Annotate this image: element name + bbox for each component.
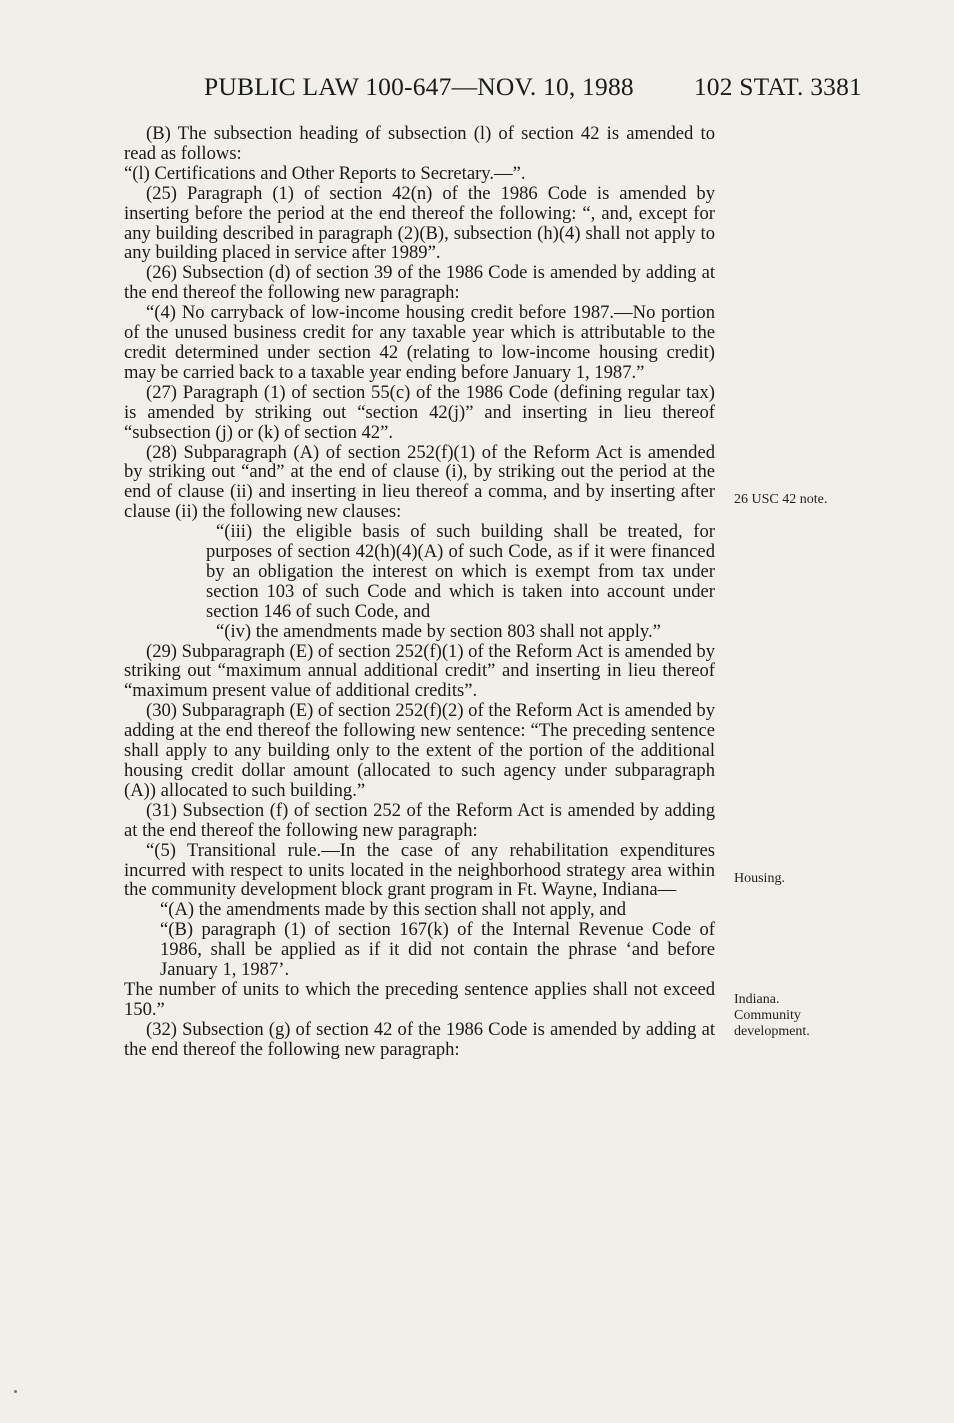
paragraph-26: (26) Subsection (d) of section 39 of the 1986 Code is amended by adding at the end thereof the following new paragraph: bbox=[124, 262, 715, 304]
paragraph-27: (27) Paragraph (1) of section 55(c) of the 1986 Code (defining regular tax) is amended by striking out “section 42(j)” and inserting in lieu thereof “subsection (j) or (k) of section 42”. bbox=[124, 381, 715, 443]
page-header bbox=[122, 72, 862, 106]
quoted-heading-text: “(l) Certifications and Other Reports to Secretary.—”. bbox=[124, 162, 526, 184]
clause-iv: “(iv) the amendments made by section 803 shall not apply.” bbox=[216, 620, 661, 642]
margin-note-indiana-line1: Indiana. bbox=[734, 992, 780, 1007]
document-body bbox=[124, 124, 715, 1060]
margin-note-indiana bbox=[734, 992, 810, 1040]
paragraph-31: (31) Subsection (f) of section 252 of the Reform Act is amended by adding at the end thereof the following new paragraph: bbox=[124, 799, 715, 841]
subparagraph-b: “(B) paragraph (1) of section 167(k) of the Internal Revenue Code of 1986, shall be applied as if it did not contain the phrase ‘and before January 1, 1987’. bbox=[160, 919, 715, 981]
paragraph-b-heading: (B) The subsection heading of subsection (l) of section 42 is amended to read as follows: bbox=[124, 123, 715, 164]
clause-iii: “(iii) the eligible basis of such building shall be treated, for purposes of section 42(h)(4)(A) of such Code, as if it were financed by an obligation the interest on which is exempt from tax under section 103 of such Code and which is taken into account under section 146 of such Code, and bbox=[206, 521, 715, 622]
header-stat-page: 102 STAT. 3381 bbox=[693, 72, 862, 101]
scan-speck bbox=[14, 1390, 17, 1393]
margin-note-indiana-line3: development. bbox=[734, 1024, 810, 1039]
subparagraph-a: “(A) the amendments made by this section shall not apply, and bbox=[160, 899, 627, 921]
quoted-heading-certifications bbox=[124, 164, 715, 184]
paragraph-29: (29) Subparagraph (E) of section 252(f)(1) of the Reform Act is amended by striking out “maximum annual additional credit” and inserting in lieu thereof “maximum present value of additional credits”. bbox=[124, 640, 715, 702]
header-title: PUBLIC LAW 100-647—NOV. 10, 1988 bbox=[204, 72, 634, 101]
quoted-paragraph-4: “(4) No carryback of low-income housing credit before 1987.—No portion of the unused business credit for any taxable year which is attributable to the credit determined under section 42 (relating to low-income housing credit) may be carried back to a taxable year ending before January 1, 1987.” bbox=[124, 302, 715, 383]
margin-note-usc: 26 USC 42 note. bbox=[734, 492, 828, 507]
margin-note-indiana-line2: Community bbox=[734, 1008, 801, 1023]
paragraph-25: (25) Paragraph (1) of section 42(n) of the 1986 Code is amended by inserting before the period at the end thereof the following: “, and, except for any building described in paragraph (2)(B), subsection (h)(4) shall not apply to any building placed in service after 1989”. bbox=[124, 182, 715, 264]
units-limit-sentence: The number of units to which the preceding sentence applies shall not exceed 150.” bbox=[124, 978, 715, 1020]
paragraph-32: (32) Subsection (g) of section 42 of the 1986 Code is amended by adding at the end thereof the following new paragraph: bbox=[124, 1018, 715, 1060]
margin-note-housing: Housing. bbox=[734, 871, 785, 886]
paragraph-30: (30) Subparagraph (E) of section 252(f)(2) of the Reform Act is amended by adding at the end thereof the following new sentence: “The preceding sentence shall apply to any building only to the extent of the portion of the additional housing credit dollar amount (allocated to such agency under subparagraph (A)) allocated to such building.” bbox=[124, 700, 715, 801]
paragraph-28: (28) Subparagraph (A) of section 252(f)(1) of the Reform Act is amended by striking out “and” at the end of clause (i), by striking out the period at the end of clause (ii) and inserting in lieu thereof a comma, and by inserting after clause (ii) the following new clauses: bbox=[124, 441, 715, 523]
quoted-paragraph-5: “(5) Transitional rule.—In the case of any rehabilitation expenditures incurred with respect to units located in the neighborhood strategy area within the community development block grant program in Ft. Wayne, Indiana— bbox=[124, 839, 715, 901]
